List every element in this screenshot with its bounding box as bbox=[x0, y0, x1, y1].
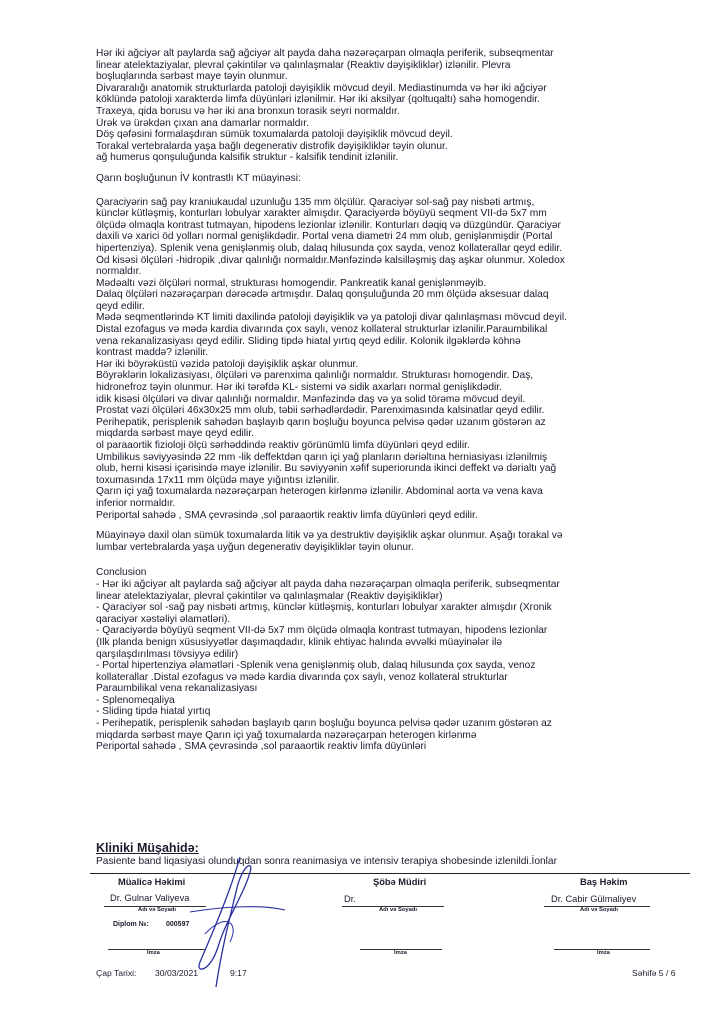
text-line: toxumasında 17x11 mm ölçüdə maye yığıntısı izlənilir. bbox=[96, 474, 340, 486]
text-line: vena rekanalizasiyası qeyd edilir. Sliding tipdə hiatal yırtıq qeyd edilir. Kolonik ilgəklərdə köhnə bbox=[96, 335, 521, 347]
chief-name: Dr. Cabir Gülmaliyev bbox=[551, 894, 637, 904]
conclusion-title: Conclusion bbox=[96, 567, 147, 579]
text-line: daxili və xarici öd yolları normal genişlikdədir. Portal vena diametri 24 mm olub, genişlənmişdir (Portal bbox=[96, 231, 553, 243]
text-line: künclər kütləşmiş, konturları lobulyar xarakter almışdır. Qaraciyərdə böyüyü seqment VII-də 5x7 mm bbox=[96, 208, 547, 220]
text-line: qarşılaşdırılması tövsiyyə edilir) bbox=[96, 648, 239, 660]
page-number: Səhifə 5 / 6 bbox=[632, 968, 676, 978]
head-dept-sign-caption: İmza bbox=[394, 950, 407, 956]
text-line: Öd kisəsi ölçüləri -hidropik ,divar qalınlığı normaldır.Mənfəzində kalsilləşmiş daş aşkar olunmur. Xoledox bbox=[96, 254, 565, 266]
diploma-label: Diplom №: bbox=[113, 921, 149, 928]
text-line: hidronefroz təyin olunmur. Hər iki tərəfdə KL- sistemi və sidik axarları normal genişlikdədir. bbox=[96, 382, 502, 394]
head-dept-name-caption: Adı və Soyadı bbox=[379, 907, 418, 913]
physician-name-caption: Adı və Soyadı bbox=[138, 907, 177, 913]
text-line: köklündə patoloji xarakterdə limfa düyünləri izlənilmir. Hər iki aksilyar (qoltuqaltı) sahə homogendir. bbox=[96, 94, 540, 106]
text-line: Traxeya, qida borusu və hər iki ana bronxun torasik seyri normaldır. bbox=[96, 105, 400, 117]
text-line: Döş qəfəsini formalaşdıran sümük toxumalarda patoloji dəyişiklik mövcud deyil. bbox=[96, 129, 453, 141]
text-line: inferior normaldır. bbox=[96, 497, 176, 509]
clinical-text: Pasiente band liqasiyasi olunduqdan sonra reanimasiya ve intensiv terapiya shobesinde izlenildi.İonlar bbox=[96, 856, 557, 867]
text-line: Perihepatik, perisplenik sahədən başlayıb qarın boşluğu boyunca pelvisə qədər uzanım göstərən az bbox=[96, 416, 546, 428]
report-body bbox=[96, 48, 686, 753]
text-line: Periportal sahədə , SMA çevrəsində ,sol paraaortik reaktiv limfa düyünləri qeyd edilir. bbox=[96, 509, 478, 521]
text-line: Mədə seqmentlərində KT limiti daxilində patoloji dəyişiklik və ya patoloji divar qalınlaşması mövcud deyil. bbox=[96, 312, 567, 324]
physician-name: Dr. Gulnar Valiyeva bbox=[110, 893, 190, 903]
text-line: boşluqlarında sərbəst maye təyin olunmur. bbox=[96, 71, 288, 83]
clinical-title: Kliniki Müşahidə: bbox=[96, 841, 199, 855]
text-line: kontrast maddə? izlənilir. bbox=[96, 347, 209, 359]
text-line: ağ humerus qonşuluğunda kalsifik struktur - kalsifik tendinit izlənilir. bbox=[96, 152, 399, 164]
head-dept-name: Dr. bbox=[344, 894, 356, 904]
text-line: - Perihepatik, perisplenik sahədən başlayıb qarın boşluğu boyunca pelvisə qədər uzanım göstərən az bbox=[96, 718, 552, 730]
text-line: idik kisəsi ölçüləri və divar qalınlığı normaldır. Mənfəzində daş və ya solid törəmə mövcud deyil. bbox=[96, 393, 526, 405]
text-line: hipertenziya). Splenik vena genişlənmiş olub, dalaq hilusunda çox sayda, venoz kollaterallar qeyd edilir. bbox=[96, 242, 563, 254]
bone-findings bbox=[96, 530, 686, 553]
print-date: 30/03/2021 bbox=[155, 968, 199, 978]
chief-title: Baş Həkim bbox=[580, 877, 628, 887]
text-line: linear atelektaziyalar, plevral çəkintilər və qalınlaşmalar (Reaktiv dəyişikliklər) izlənilir. Plevra bbox=[96, 59, 511, 71]
text-line: linear atelektaziyalar, plevral çəkintilər və qalınlaşmalar (Reaktiv dəyişikliklər) bbox=[96, 590, 443, 602]
text-line: olub, herni kisəsi içərisində maye izlənilir. Bu səviyyənin xəfif superiorunda ikinci deffekt və dərialtı yağ bbox=[96, 463, 557, 475]
text-line: (İlk planda benign xüsusiyyətlər daşımaqdadır, klinik ehtiyac halında əvvəlki müayinələr ilə bbox=[96, 636, 503, 648]
text-line: Divararalığı anatomik strukturlarda patoloji dəyişiklik mövcud deyil. Mediastinumda və hər iki ağciyər bbox=[96, 82, 547, 94]
text-line: - Portal hipertenziya əlamətləri -Splenik vena genişlənmiş olub, dalaq hilusunda çox sayda, venoz bbox=[96, 660, 536, 672]
chief-sign-caption: İmza bbox=[597, 950, 610, 956]
text-line: Dalaq ölçüləri nəzərəçarpan dərəcədə artmışdır. Dalaq qonşuluğunda 20 mm ölçüdə aksesuar dalaq bbox=[96, 289, 549, 301]
text-line: qaraciyər xəstəliyi əlamətləri). bbox=[96, 613, 231, 625]
text-line: - Qaraciyər sol -sağ pay nisbəti artmış, künclər kütləşmiş, konturları lobulyar xarakter almışdır (Xronik bbox=[96, 602, 552, 614]
conclusion-list bbox=[96, 579, 686, 753]
diploma-value: 000597 bbox=[166, 921, 190, 928]
text-line: miqdarda sərbəst maye Qarın içi yağ toxumalarda nəzərəçarpan heterogen kirlənmə bbox=[96, 729, 477, 741]
text-line: qeyd edilir. bbox=[96, 300, 145, 312]
text-line: Umbilikus səviyyəsində 22 mm -lik deffektdən qarın içi yağ planların dəriəltına herniasiyası izlənilmiş bbox=[96, 451, 548, 463]
text-line: - Sliding tipdə hiatal yırtıq bbox=[96, 706, 211, 718]
text-line: - Qaraciyərdə böyüyü seqment VII-də 5x7 mm ölçüdə olmaqla kontrast tutmayan, hipodens lezionlar bbox=[96, 625, 548, 637]
text-line: Torakal vertebralarda yaşa bağlı degenerativ distrofik dəyişikliklər təyin olunur. bbox=[96, 140, 448, 152]
physician-sign-caption: İmza bbox=[147, 950, 160, 956]
abdomen-findings bbox=[96, 197, 686, 522]
text-line: normaldır. bbox=[96, 266, 142, 278]
text-line: Prostat vəzi ölçüləri 46x30x25 mm olub, təbii sərhədlərdədir. Parenximasında kalsinatlar qeyd edilir. bbox=[96, 405, 545, 417]
text-line: Distal ezofagus və mədə kardia divarında çox saylı, venoz kollateral strukturlar izlənilir.Paraumbilikal bbox=[96, 324, 548, 336]
text-line: kollaterallar .Distal ezofagus və mədə kardia divarında çox saylı, venoz kollateral strukturlar bbox=[96, 671, 508, 683]
text-line: - Splenomeqaliya bbox=[96, 694, 175, 706]
thorax-findings bbox=[96, 48, 686, 164]
text-line: ölçüdə olmaqla kontrast tutmayan, hipodens lezionlar izlənilir. Konturları dəqiq və düzgündür. Qaraciyər bbox=[96, 219, 561, 231]
text-line: Paraumbilikal vena rekanalizasiyası bbox=[96, 683, 258, 695]
head-dept-title: Şöbə Müdiri bbox=[373, 877, 427, 887]
text-line: lumbar vertebralarda yaşa uyğun degenerativ dəyişikliklər təyin olunur. bbox=[96, 541, 414, 553]
text-line: Qarın içi yağ toxumalarda nəzərəçarpan heterogen kirlənmə izlənilir. Abdominal aorta və vena kava bbox=[96, 486, 543, 498]
text-line: Qaraciyərin sağ pay kraniukaudal uzunluğu 135 mm ölçülür. Qaraciyər sol-sağ pay nisbəti artmış, bbox=[96, 196, 535, 208]
print-date-label: Çap Tarixi: bbox=[96, 968, 137, 978]
text-line: Mədəaltı vəzi ölçüləri normal, strukturası homogendir. Pankreatik kanal genişlənməyib. bbox=[96, 277, 487, 289]
text-line: Periportal sahədə , SMA çevrəsində ,sol paraaortik reaktiv limfa düyünləri bbox=[96, 741, 427, 753]
text-line: Müayinəyə daxil olan sümük toxumalarda litik və ya destruktiv dəyişiklik aşkar olunmur. Aşağı torakal və bbox=[96, 530, 563, 542]
physician-title: Müalicə Həkimi bbox=[118, 877, 186, 887]
text-line: Hər iki böyrəküstü vəzidə patoloji dəyişiklik aşkar olunmur. bbox=[96, 358, 359, 370]
print-time: 9:17 bbox=[230, 968, 247, 978]
text-line: Böyrəklərin lokalizasiyası, ölçüləri və parenxima qalınlığı normaldır. Strukturası homogendir. Daş, bbox=[96, 370, 534, 382]
chief-name-caption: Adı və Soyadı bbox=[580, 907, 619, 913]
text-line: Hər iki ağciyər alt paylarda sağ ağciyər alt payda daha nəzərəçarpan olmaqla periferik, subseqmentar bbox=[96, 48, 554, 59]
text-line: Ürək və ürəkdən çıxan ana damarlar normaldır. bbox=[96, 117, 309, 129]
text-line: ol paraaortik fizioloji ölçü sərhəddində reaktiv görünümlü limfa düyünləri qeyd edilir. bbox=[96, 440, 470, 451]
ct-heading: Qarın boşluğunun İV kontrastlı KT müayinəsi: bbox=[96, 172, 301, 184]
text-line: - Hər iki ağciyər alt paylarda sağ ağciyər alt payda daha nəzərəçarpan olmaqla periferik, subseqmentar bbox=[96, 578, 560, 590]
text-line: miqdarda sərbəst maye qeyd edilir. bbox=[96, 428, 254, 440]
